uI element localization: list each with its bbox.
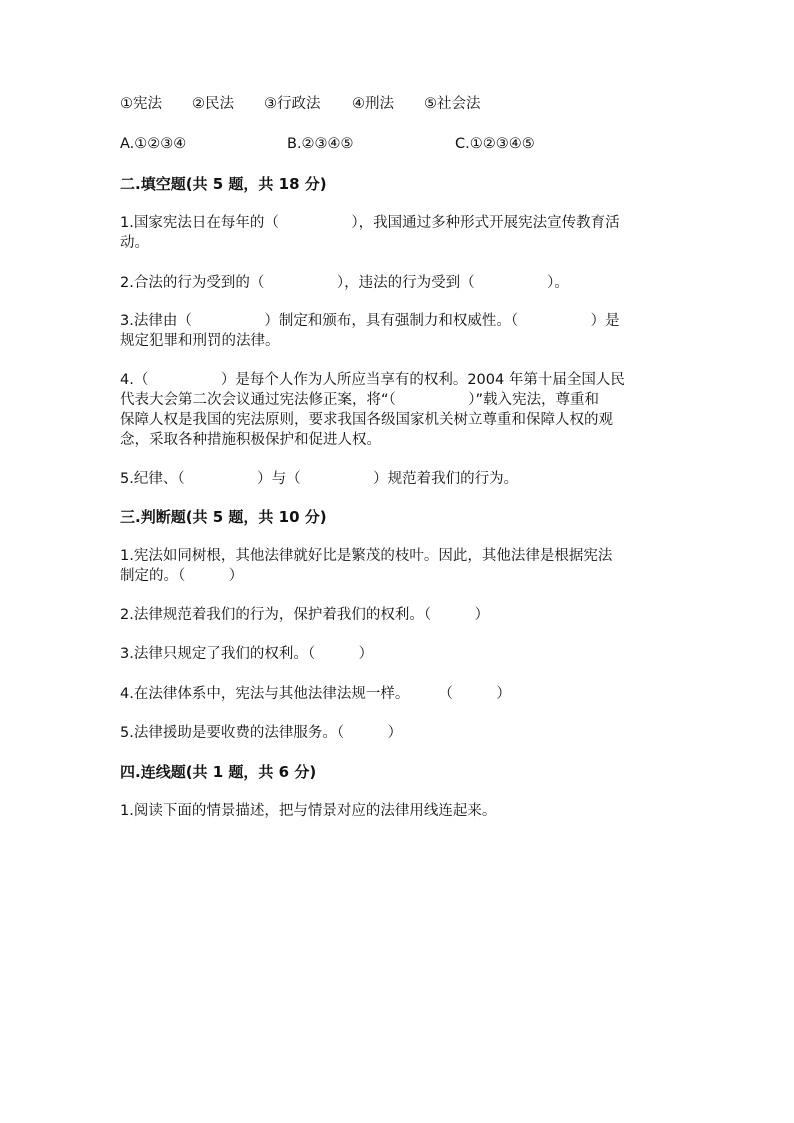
fill-question-3-line-2: 规定犯罪和刑罚的法律。 [120,333,280,349]
fill-question-1-line-2: 动。 [120,235,149,251]
fill-question-1-line-1: 1.国家宪法日在每年的（ ），我国通过多种形式开展宪法宣传教育活 [120,215,620,231]
fill-question-4-line-1: 4.（ ）是每个人作为人所应当享有的权利。2004 年第十届全国人民 [120,372,625,388]
option-administrative-law: ③行政法 [264,96,321,112]
fill-question-4 [120,370,680,450]
fill-question-3-line-1: 3.法律由（ ）制定和颁布，具有强制力和权威性。（ ）是 [120,313,620,329]
section-heading-matching: 四.连线题(共 1 题，共 6 分) [120,763,317,781]
fill-question-3 [120,311,680,351]
judge-question-1-line-1: 1.宪法如同树根，其他法律就好比是繁茂的枝叶。因此，其他法律是根据宪法 [120,548,613,564]
judge-question-1 [120,546,680,586]
choice-a: A.①②③④ [120,136,187,152]
law-options-row [120,94,680,114]
fill-question-1 [120,213,680,253]
fill-question-4-line-3: 保障人权是我国的宪法原则，要求我国各级国家机关树立尊重和保障人权的观 [120,412,613,428]
worksheet-page [120,94,680,821]
option-criminal-law: ④刑法 [352,96,394,112]
fill-question-4-line-4: 念，采取各种措施积极保护和促进人权。 [120,432,381,448]
section-heading-fill-in: 二.填空题(共 5 题，共 18 分) [120,175,327,193]
matching-question-1: 1.阅读下面的情景描述，把与情景对应的法律用线连起来。 [120,803,497,819]
judge-question-4: 4.在法律体系中，宪法与其他法律法规一样。 （ ） [120,686,511,702]
choice-c: C.①②③④⑤ [455,136,535,152]
fill-question-4-line-2: 代表大会第二次会议通过宪法修正案，将“（ ）”载入宪法，尊重和 [120,392,600,408]
judge-question-3: 3.法律只规定了我们的权利。（ ） [120,646,374,662]
option-constitution: ①宪法 [120,96,162,112]
judge-question-2: 2.法律规范着我们的行为，保护着我们的权利。（ ） [120,607,490,623]
fill-question-5: 5.纪律、（ ）与（ ）规范着我们的行为。 [120,471,519,487]
section-heading-true-false: 三.判断题(共 5 题，共 10 分) [120,508,327,526]
judge-question-5: 5.法律援助是要收费的法律服务。（ ） [120,725,403,741]
judge-question-1-line-2: 制定的。（ ） [120,568,244,584]
choice-b: B.②③④⑤ [287,136,354,152]
answer-choices-row [120,134,680,154]
option-civil-law: ②民法 [192,96,234,112]
option-social-law: ⑤社会法 [424,96,481,112]
fill-question-2: 2.合法的行为受到的（ ），违法的行为受到（ ）。 [120,275,569,291]
